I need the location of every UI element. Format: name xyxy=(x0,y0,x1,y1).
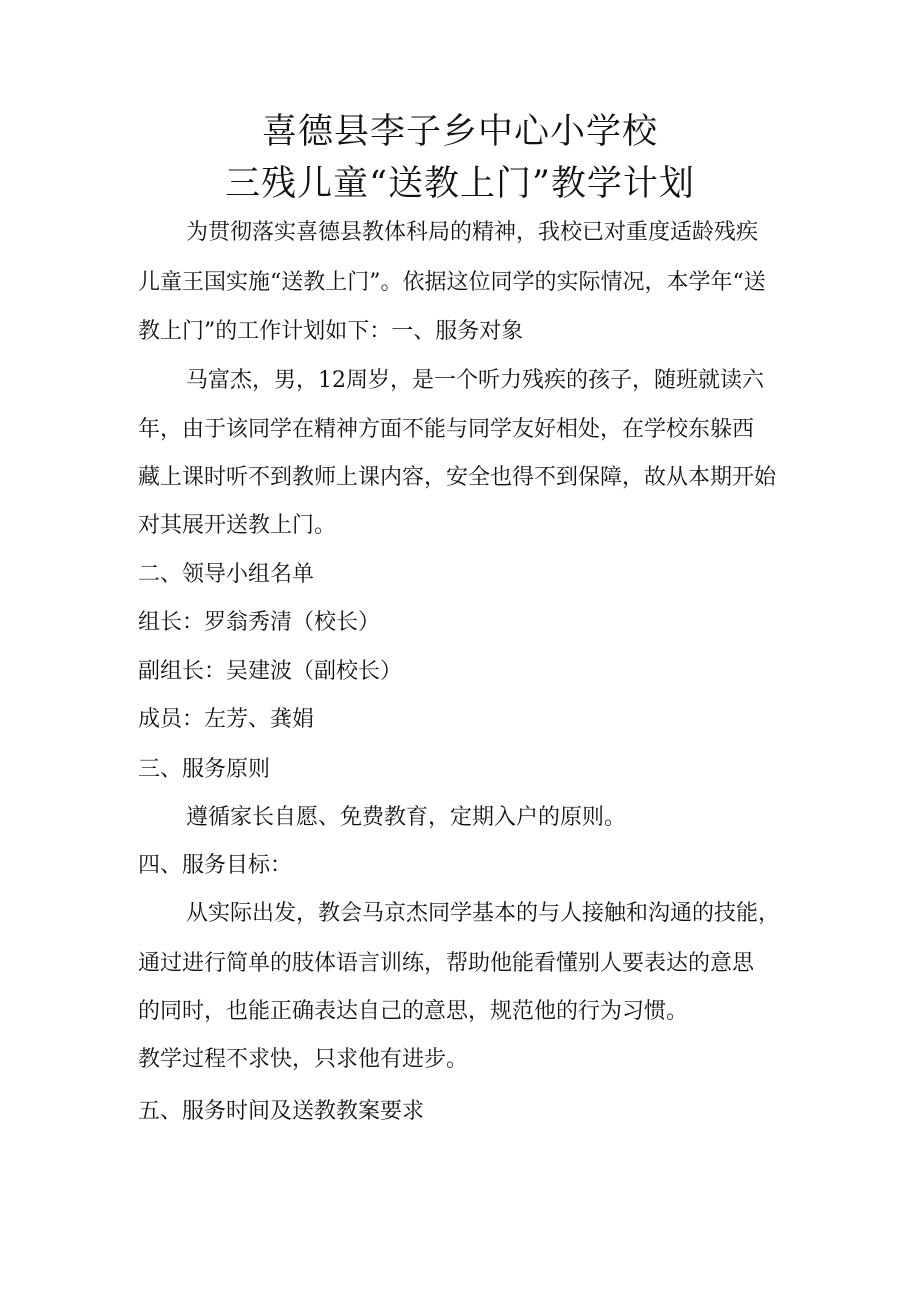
paragraph-line: 的同时，也能正确表达自己的意思，规范他的行为习惯。 xyxy=(138,999,689,1024)
paragraph-line: 年，由于该同学在精神方面不能与同学友好相处，在学校东躲西 xyxy=(138,417,755,442)
section-heading: 五、服务时间及送教教案要求 xyxy=(138,1099,425,1124)
section-heading: 三、服务原则 xyxy=(138,757,271,782)
section-heading: 二、领导小组名单 xyxy=(138,562,315,587)
document-subtitle: 三残儿童“送教上门”教学计划 xyxy=(225,164,695,204)
paragraph-line: 通过进行简单的肢体语言训练，帮助他能看懂别人要表达的意思 xyxy=(138,951,755,976)
list-item: 副组长：吴建波（副校长） xyxy=(138,659,403,684)
document-title: 喜德县李子乡中心小学校 xyxy=(261,112,658,152)
paragraph-line: 遵循家长自愿、免费教育，定期入户的原则。 xyxy=(186,805,627,830)
section-heading: 四、服务目标： xyxy=(138,853,293,878)
paragraph-line: 为贯彻落实喜德县教体科局的精神，我校已对重度适龄残疾 xyxy=(186,220,759,245)
paragraph-line: 对其展开送教上门。 xyxy=(138,513,337,538)
paragraph-line: 藏上课时听不到教师上课内容，安全也得不到保障，故从本期开始 xyxy=(138,465,777,490)
paragraph-line: 从实际出发，教会马京杰同学基本的与人接触和沟通的技能， xyxy=(186,901,781,926)
paragraph-line: 教上门”的工作计划如下：一、服务对象 xyxy=(138,319,524,344)
paragraph-line: 儿童王国实施“送教上门”。依据这位同学的实际情况，本学年“送 xyxy=(138,270,766,295)
paragraph-line: 马富杰，男，12周岁，是一个听力残疾的孩子，随班就读六 xyxy=(186,368,764,393)
list-item: 组长：罗翁秀清（校长） xyxy=(138,610,381,635)
list-item: 成员：左芳、龚娟 xyxy=(138,707,315,732)
paragraph-line: 教学过程不求快，只求他有进步。 xyxy=(138,1047,469,1072)
